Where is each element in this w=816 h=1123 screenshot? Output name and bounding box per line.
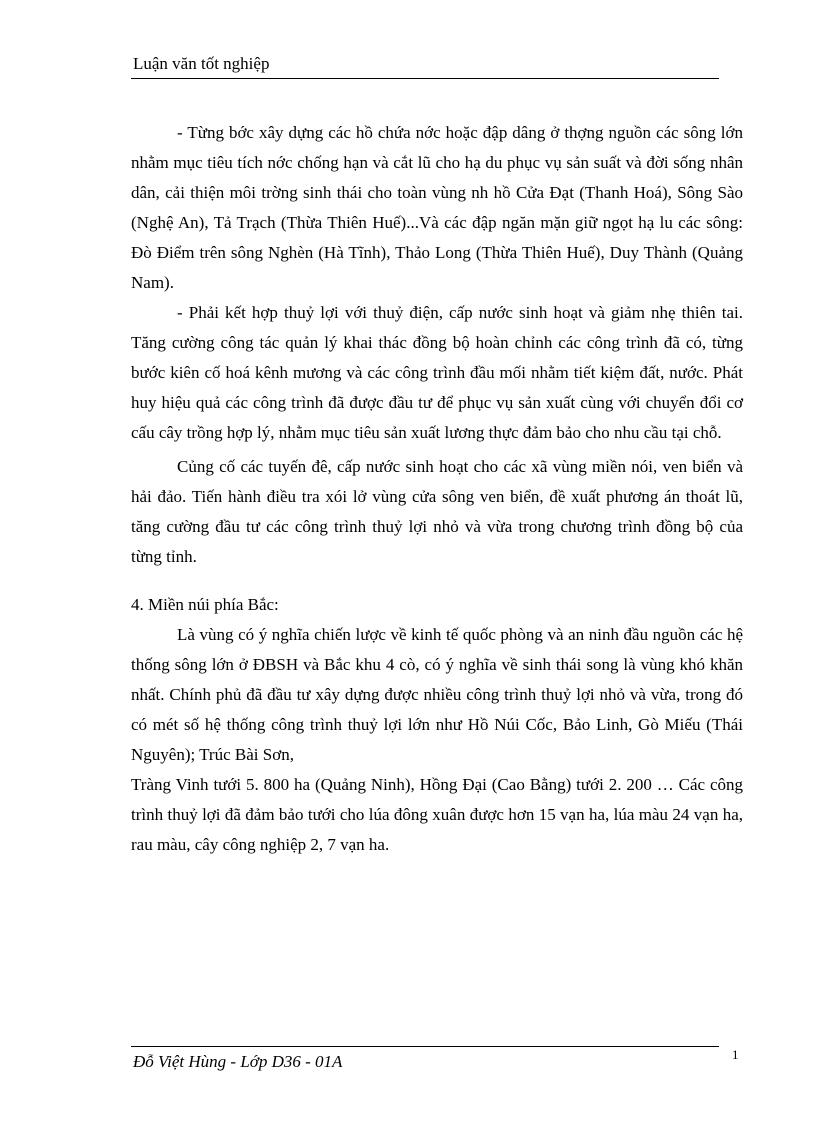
- footer-author: Đỗ Việt Hùng - Lớp D36 - 01A: [133, 1052, 343, 1071]
- document-body: [131, 118, 743, 860]
- paragraph-hydropower: - Phải kết hợp thuỷ lợi với thuỷ điện, cấp nước sinh hoạt và giảm nhẹ thiên tai. Tăng cường công tác quản lý khai thác đồng bộ hoàn chỉnh các công trình đã có, từng bước kiên cố hoá kênh mương và các công trình đầu mối nhằm tiết kiệm đất, nước. Phát huy hiệu quả các công trình đã được đầu tư để phục vụ sản xuất cùng với chuyển đổi cơ cấu cây trồng hợp lý, nhằm mục tiêu sản xuất lương thực đảm bảo cho nhu cầu tại chỗ.: [131, 303, 743, 442]
- paragraph-reservoirs: - Từng bớc xây dựng các hồ chứa nớc hoặc đập dâng ở thợng nguồn các sông lớn nhằm mục tiêu tích nớc chống hạn và cắt lũ cho hạ du phục vụ sản suất và đời sống nhân dân, cải thiện môi trờng sinh thái cho toàn vùng nh hồ Cửa Đạt (Thanh Hoá), Sông Sào (Nghệ An), Tả Trạch (Thừa Thiên Huế)...Và các đập ngăn mặn giữ ngọt hạ lu các sông: Đò Điểm trên sông Nghèn (Hà Tĩnh), Thảo Long (Thừa Thiên Huế), Duy Thành (Quảng Nam).: [131, 123, 743, 292]
- paragraph-irrigation-results: Tràng Vinh tưới 5. 800 ha (Quảng Ninh), Hồng Đại (Cao Bằng) tưới 2. 200 … Các công trình thuỷ lợi đã đảm bảo tưới cho lúa đông xuân được hơn 15 vạn ha, lúa màu 24 vạn ha, rau màu, cây công nghiệp 2, 7 vạn ha.: [131, 775, 743, 854]
- page-footer: [131, 1046, 719, 1071]
- paragraph-dikes: Củng cố các tuyến đê, cấp nước sinh hoạt cho các xã vùng miền nói, ven biển và hải đảo. Tiến hành điều tra xói lở vùng cửa sông ven biển, đề xuất phương án thoát lũ, tăng cường đầu tư các công trình thuỷ lợi nhỏ và vừa trong chương trình đồng bộ của từng tỉnh.: [131, 457, 743, 566]
- paragraph-northern-mountains: Là vùng có ý nghĩa chiến lược về kinh tế quốc phòng và an ninh đầu nguồn các hệ thống sông lớn ở ĐBSH và Bắc khu 4 cò, có ý nghĩa về sinh thái song là vùng khó khăn nhất. Chính phủ đã đầu tư xây dựng được nhiều công trình thuỷ lợi nhỏ và vừa, trong đó có mét số hệ thống công trình thuỷ lợi lớn như Hồ Núi Cốc, Bảo Linh, Gò Miếu (Thái Nguyên); Trúc Bài Sơn,: [131, 625, 743, 764]
- page-number: 1: [732, 1047, 739, 1062]
- section-heading: 4. Miền núi phía Bắc:: [131, 595, 279, 614]
- page-header: [131, 50, 719, 79]
- header-title: Luận văn tốt nghiệp: [133, 54, 270, 73]
